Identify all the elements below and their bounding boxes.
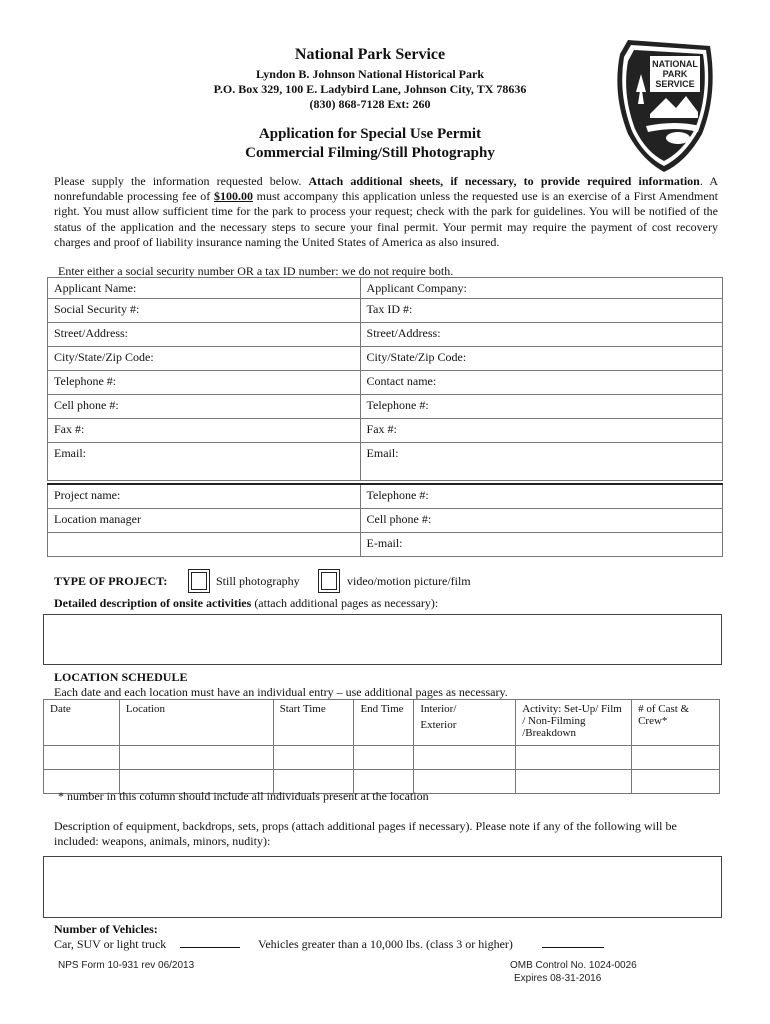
svg-text:SERVICE: SERVICE (655, 79, 695, 89)
project-field[interactable]: Cell phone #: (360, 508, 722, 532)
col-cast-crew: # of Cast & Crew* (632, 700, 720, 746)
equipment-label: Description of equipment, backdrops, sets, props (attach additional pages if necessary). Please note if any of the following will be included: weapons, animals, minors, nudity): (54, 819, 677, 848)
applicant-row (48, 443, 723, 481)
location-schedule-table (43, 699, 720, 794)
park-phone: (830) 868-7128 Ext: 260 (309, 97, 431, 111)
project-field[interactable]: Location manager (48, 508, 361, 532)
equipment-textarea[interactable] (43, 856, 722, 918)
applicant-row (48, 323, 723, 347)
project-row (48, 508, 723, 532)
project-field[interactable]: E-mail: (360, 532, 722, 556)
heavy-vehicle-label: Vehicles greater than a 10,000 lbs. (class 3 or higher) (258, 937, 513, 951)
applicant-info-table (47, 277, 723, 481)
applicant-field[interactable]: City/State/Zip Code: (48, 347, 361, 371)
applicant-row (48, 347, 723, 371)
form-number: NPS Form 10-931 rev 06/2013 (58, 960, 195, 971)
applicant-field[interactable]: Fax #: (360, 419, 722, 443)
project-type-label: TYPE OF PROJECT: (54, 574, 168, 588)
park-name: Lyndon B. Johnson National Historical Park (255, 67, 485, 81)
applicant-field[interactable]: Cell phone #: (48, 395, 361, 419)
heavy-vehicle-count-field[interactable] (542, 947, 604, 948)
col-location: Location (119, 700, 273, 746)
applicant-row (48, 395, 723, 419)
processing-fee: $100.00 (213, 189, 253, 204)
ssn-note: Enter either a social security number OR a tax ID number: we do not require both. (58, 264, 454, 278)
car-suv-label: Car, SUV or light truck (54, 937, 167, 951)
applicant-row (48, 419, 723, 443)
schedule-header-row (44, 700, 720, 746)
project-field[interactable]: Telephone #: (360, 484, 722, 508)
cast-footnote: * number in this column should include all individuals present at the location (58, 789, 429, 803)
project-field[interactable] (48, 532, 361, 556)
nps-arrowhead-logo (606, 34, 720, 174)
applicant-field[interactable]: Fax #: (48, 419, 361, 443)
video-film-label: video/motion picture/film (347, 574, 471, 588)
col-start-time: Start Time (273, 700, 354, 746)
col-activity: Activity: Set-Up/ Film / Non-Filming /Breakdown (516, 700, 632, 746)
applicant-field[interactable]: Street/Address: (48, 323, 361, 347)
vehicles-title: Number of Vehicles: (54, 922, 158, 936)
still-photography-checkbox[interactable] (188, 569, 210, 593)
svg-text:PARK: PARK (662, 69, 688, 79)
intro-paragraph: Please supply the information requested below. Attach additional sheets, if necessary, to provide required information. A nonrefundable processing fee of $100.00 must accompany this application unless the requested use is an exercise of a First Amendment right. You must allow sufficient time for the park to process your request; check with the park for guidelines. You will be notified of the status of the application and the necessary steps to secure your final permit. Your permit may require the payment of cost recovery charges and proof of liability insurance naming the United States of America as also insured. (54, 174, 718, 249)
project-row (48, 484, 723, 508)
applicant-field[interactable]: Applicant Name: (48, 278, 361, 299)
park-address: P.O. Box 329, 100 E. Ladybird Lane, Johnson City, TX 78636 (213, 82, 527, 96)
form-subtitle: Commercial Filming/Still Photography (245, 145, 495, 161)
svg-text:NATIONAL: NATIONAL (652, 59, 698, 69)
col-date: Date (44, 700, 120, 746)
location-schedule-title: LOCATION SCHEDULE (54, 670, 188, 684)
applicant-row (48, 371, 723, 395)
applicant-field[interactable]: Email: (360, 443, 722, 481)
activities-textarea[interactable] (43, 614, 722, 665)
applicant-field[interactable]: Tax ID #: (360, 299, 722, 323)
applicant-field[interactable]: Telephone #: (360, 395, 722, 419)
applicant-field[interactable]: Applicant Company: (360, 278, 722, 299)
applicant-field[interactable]: City/State/Zip Code: (360, 347, 722, 371)
project-row (48, 532, 723, 556)
omb-control-number: OMB Control No. 1024-0026 (510, 960, 637, 971)
applicant-row (48, 299, 723, 323)
applicant-field[interactable]: Contact name: (360, 371, 722, 395)
video-film-checkbox[interactable] (318, 569, 340, 593)
activities-label: Detailed description of onsite activities (attach additional pages as necessary): (54, 596, 439, 610)
location-schedule-subtitle: Each date and each location must have an individual entry – use additional pages as necessary. (54, 685, 508, 699)
car-suv-count-field[interactable] (180, 947, 240, 948)
schedule-row[interactable] (44, 746, 720, 770)
col-end-time: End Time (354, 700, 414, 746)
form-title: Application for Special Use Permit (258, 126, 482, 142)
applicant-field[interactable]: Street/Address: (360, 323, 722, 347)
applicant-field[interactable]: Social Security #: (48, 299, 361, 323)
project-info-table (47, 483, 723, 557)
agency-title: National Park Service (294, 46, 446, 63)
project-field[interactable]: Project name: (48, 484, 361, 508)
applicant-row (48, 278, 723, 299)
still-photography-label: Still photography (216, 574, 300, 588)
applicant-field[interactable]: Telephone #: (48, 371, 361, 395)
col-interior-exterior: Interior/ Exterior (414, 700, 516, 746)
applicant-field[interactable]: Email: (48, 443, 361, 481)
expiration-date: Expires 08-31-2016 (514, 973, 602, 984)
